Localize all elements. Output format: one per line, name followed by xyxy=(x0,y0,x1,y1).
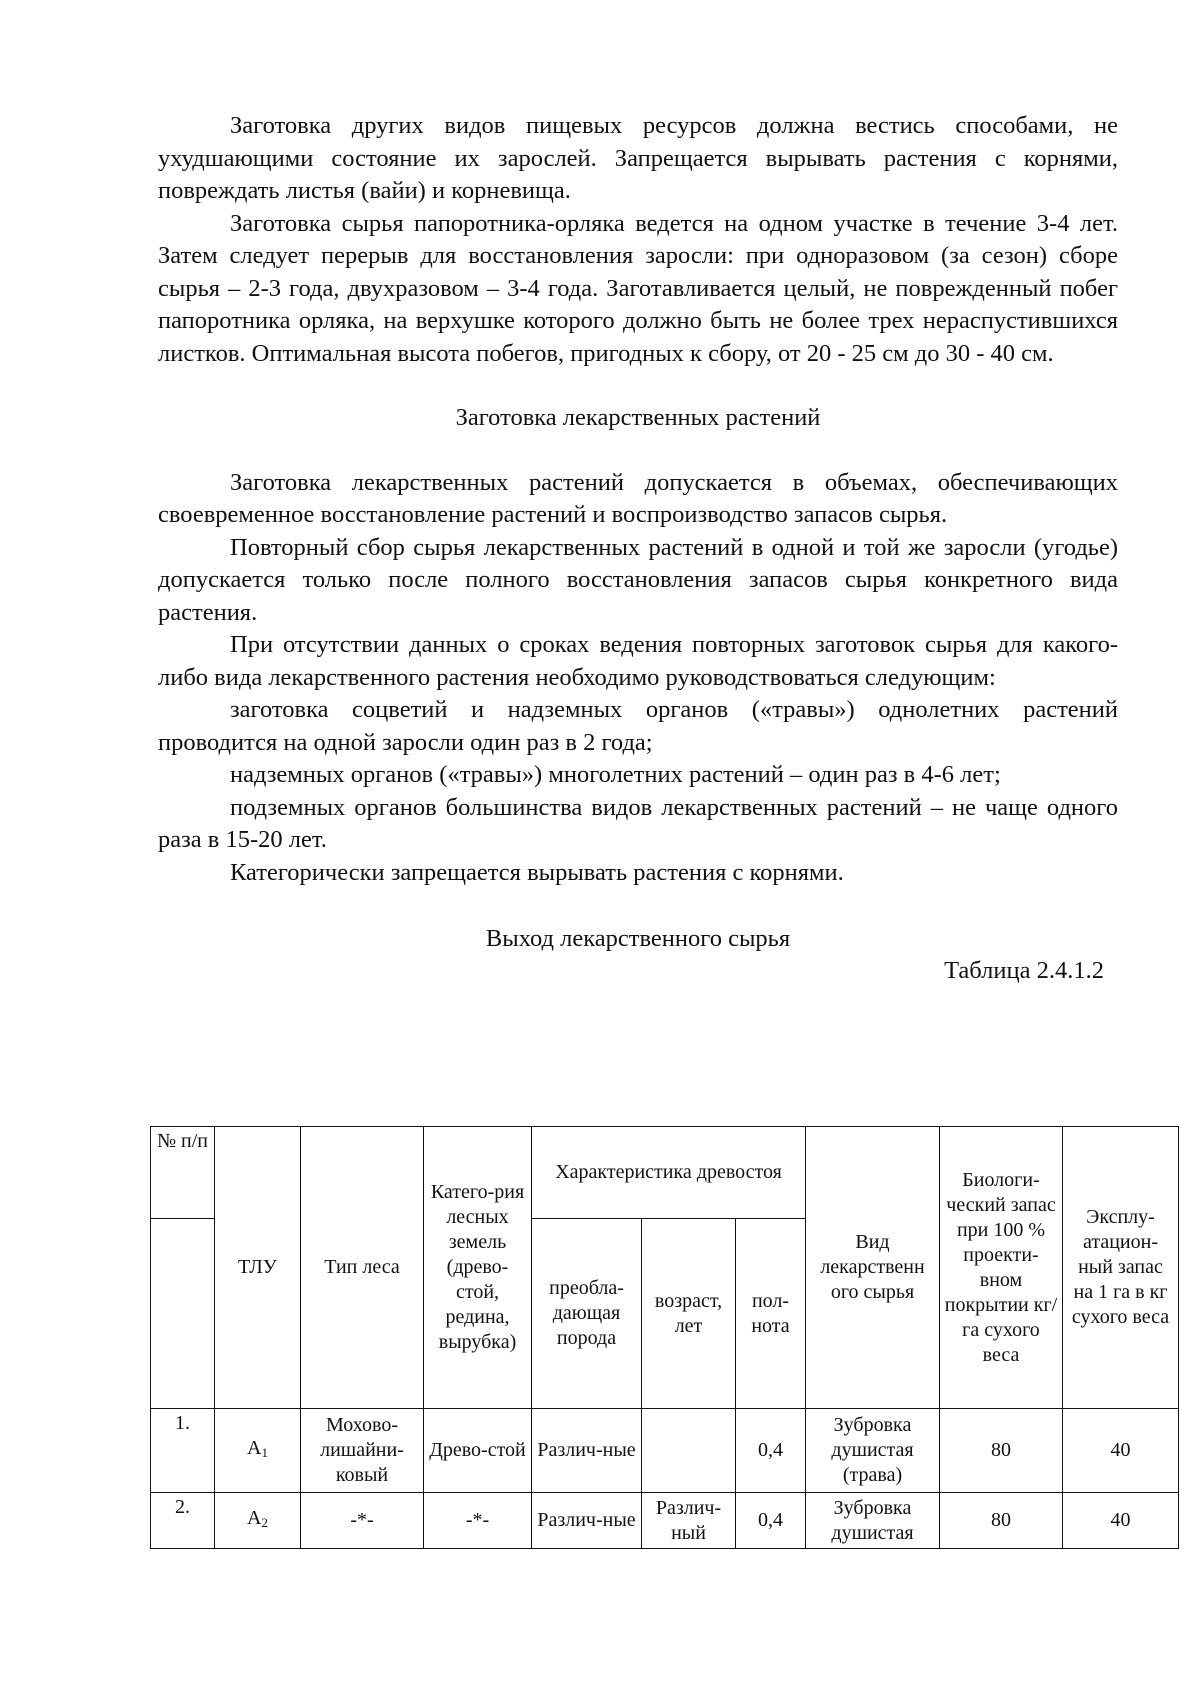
row-raw-type: Зубровка душистая (трава) xyxy=(806,1409,940,1493)
header-num: № п/п xyxy=(151,1127,215,1219)
table-header-row xyxy=(151,1127,1179,1219)
row-num: 1. xyxy=(151,1409,215,1493)
header-exp-stock: Эксплу-атацион-ный запас на 1 га в кг сухого веса xyxy=(1063,1127,1179,1409)
row-num: 2. xyxy=(151,1493,215,1549)
header-age: возраст, лет xyxy=(642,1219,736,1409)
row-density: 0,4 xyxy=(736,1493,806,1549)
row-forest-type: -*- xyxy=(301,1493,424,1549)
row-density: 0,4 xyxy=(736,1409,806,1493)
row-raw-type: Зубровка душистая xyxy=(806,1493,940,1549)
row-forest-type: Мохово-лишайни-ковый xyxy=(301,1409,424,1493)
paragraph: Категорически запрещается вырывать растения с корнями. xyxy=(230,858,844,886)
row-exp-stock: 40 xyxy=(1063,1409,1179,1493)
header-num-empty xyxy=(151,1219,215,1409)
table-title: Выход лекарственного сырья xyxy=(485,925,791,952)
row-exp-stock: 40 xyxy=(1063,1493,1179,1549)
row-category: -*- xyxy=(424,1493,532,1549)
row-bio-stock: 80 xyxy=(940,1493,1063,1549)
paragraph: Повторный сбор сырья лекарственных растений в одной и той же заросли (угодье) допускается только после полного восстановления запасов сырья конкретного вида растения. xyxy=(158,533,1118,626)
table-row xyxy=(151,1493,1179,1549)
header-dominant: преобла-дающая порода xyxy=(532,1219,642,1409)
header-stand: Характеристика древостоя xyxy=(532,1127,806,1219)
table-row xyxy=(151,1409,1179,1493)
paragraph: надземных органов («травы») многолетних растений – один раз в 4-6 лет; xyxy=(230,761,1001,788)
paragraph: При отсутствии данных о сроках ведения повторных заготовок сырья для какого-либо вида лекарственного растения необходимо руководствоваться следующим: xyxy=(158,631,1118,691)
row-dominant: Различ-ные xyxy=(532,1409,642,1493)
header-raw-type: Вид лекарственн ого сырья xyxy=(806,1127,940,1409)
header-forest-type: Тип леса xyxy=(301,1127,424,1409)
row-tlu: $А_1$ xyxy=(215,1409,301,1493)
document-body xyxy=(158,110,1118,986)
paragraph: заготовка соцветий и надземных органов («травы») однолетних растений проводится на одной заросли один раз в 2 года; xyxy=(158,696,1118,756)
section-heading: Заготовка лекарственных растений xyxy=(455,404,821,431)
table-label: Таблица 2.4.1.2 xyxy=(944,956,1104,984)
header-category: Катего-рия лесных земель (древо-стой, редина, вырубка) xyxy=(424,1127,532,1409)
row-dominant: Различ-ные xyxy=(532,1493,642,1549)
paragraph: Заготовка сырья папоротника-орляка ведется на одном участке в течение 3-4 лет. Затем следует перерыв для восстановления заросли: при одноразовом (за сезон) сборе сырья – 2-3 года, двухразовом – 3-4 года. Заготавливается целый, не поврежденный побег папоротника орляка, на верхушке которого должно быть не более трех нераспустившихся листков. Оптимальная высота побегов, пригодных к сбору, от 20 - 25 см до 30 - 40 см. xyxy=(158,209,1118,367)
paragraph: подземных органов большинства видов лекарственных растений – не чаще одного раза в 15-20 лет. xyxy=(158,793,1118,853)
header-density: пол-нота xyxy=(736,1219,806,1409)
row-age xyxy=(642,1409,736,1493)
row-bio-stock: 80 xyxy=(940,1409,1063,1493)
paragraph: Заготовка других видов пищевых ресурсов должна вестись способами, не ухудшающими состояние их зарослей. Запрещается вырывать растения с корнями, повреждать листья (вайи) и корневища. xyxy=(158,112,1118,204)
paragraph: Заготовка лекарственных растений допускается в объемах, обеспечивающих своевременное восстановление растений и воспроизводство запасов сырья. xyxy=(158,468,1118,528)
row-tlu: $А_2$ xyxy=(215,1493,301,1549)
row-age: Различ-ный xyxy=(642,1493,736,1549)
data-table xyxy=(150,1126,1179,1549)
row-category: Древо-стой xyxy=(424,1409,532,1493)
header-bio-stock: Биологи-ческий запас при 100 % проекти-вном покрытии кг/ га сухого веса xyxy=(940,1127,1063,1409)
header-tlu: ТЛУ xyxy=(215,1127,301,1409)
